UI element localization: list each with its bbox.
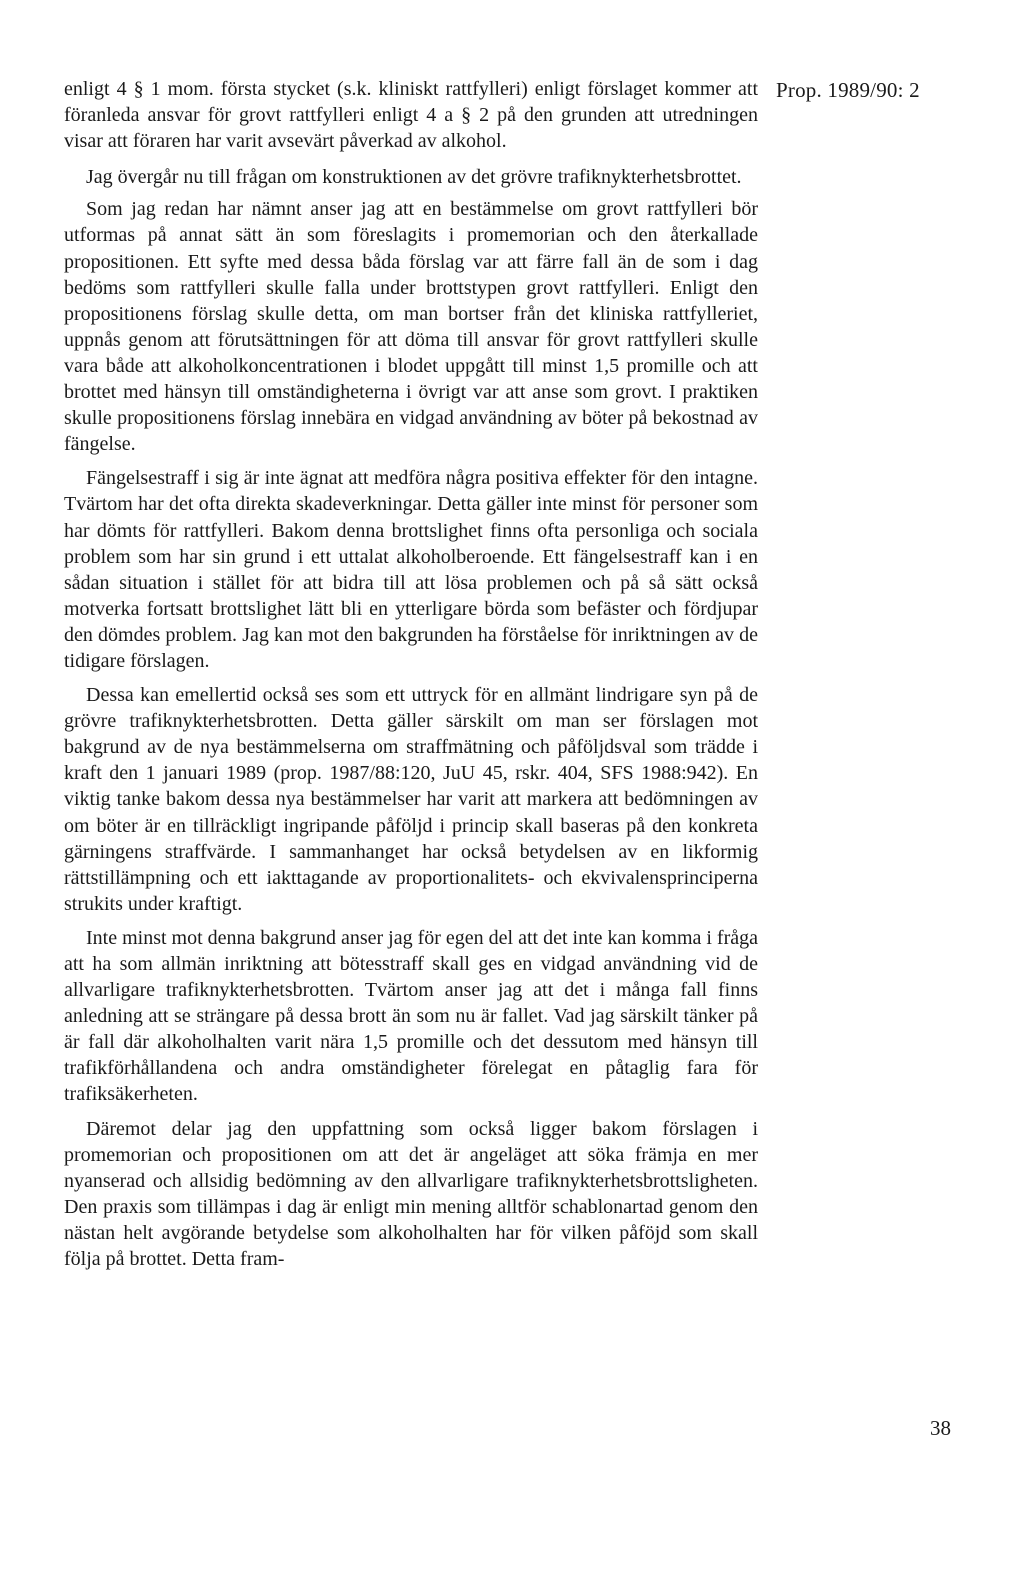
paragraph: Däremot delar jag den uppfattning som också ligger bakom förslagen i promemorian och propositionen om att det är angeläget att söka främja en mer nyanserad och allsidig bedömning av den allvarligare trafiknykterhetsbrottsligheten. Den praxis som tillämpas i dag är enligt min mening alltför schablonartad genom den nästan helt avgörande betydelse som alkoholhalten har för vilken påföjd som skall följa på brottet. Detta fram- [64, 1117, 758, 1271]
paragraph: Som jag redan har nämnt anser jag att en bestämmelse om grovt rattfylleri bör utformas på annat sätt än som föreslagits i promemorian och den återkallade propositionen. Ett syfte med dessa båda förslag var att färre fall än de som i dag bedöms som rattfylleri skulle falla under brottstypen grovt rattfylleri. Enligt den propositionens förslag skulle detta, om man bortser från det kliniska rattfylleriet, uppnås genom att förutsättningen för att döma till ansvar för grovt rattfylleri skulle vara både att alkoholkoncentrationen i blodet uppgått till minst 1,5 promille och att brottet med hänsyn till omständigheterna i övrigt var att anse som grovt. I praktiken skulle propositionens förslag innebära en vidgad användning av böter på bekostnad av fängelse. [64, 198, 758, 456]
body-text [64, 76, 758, 1280]
paragraph: Fängelsestraff i sig är inte ägnat att medföra några positiva effekter för den intagne. Tvärtom har det ofta direkta skadeverkningar. Detta gäller inte minst för personer som har dömts för rattfylleri. Bakom denna brottslighet finns ofta personliga och sociala problem som har sin grund i ett uttalat alkoholberoende. Ett fängelsestraff kan i en sådan situation i stället för att bidra till att lösa problemen och på så sätt också motverka fortsatt brottslighet lätt bli en ytterligare börda som befäster och fördjupar den dömdes problem. Jag kan mot den bakgrunden ha förståelse för inriktningen av de tidigare förslagen. [64, 467, 758, 672]
paragraph: enligt 4 § 1 mom. första stycket (s.k. kliniskt rattfylleri) enligt förslaget kommer att föranleda ansvar för grovt rattfylleri enligt 4 a § 2 på den grunden att utredningen visar att föraren har varit avsevärt påverkad av alkohol. [64, 78, 758, 153]
proposition-reference: Prop. 1989/90: 2 [776, 78, 920, 102]
paragraph: Jag övergår nu till frågan om konstruktionen av det grövre trafiknykterhetsbrottet. [86, 166, 742, 189]
paragraph: Dessa kan emellertid också ses som ett uttryck för en allmänt lindrigare syn på de grövre trafiknykterhetsbrotten. Detta gäller särskilt om man ser förslagen mot bakgrund av de nya bestämmelserna om straffmätning och påföljdsval som trädde i kraft den 1 januari 1989 (prop. 1987/88:120, JuU 45, rskr. 404, SFS 1988:942). En viktig tanke bakom dessa nya bestämmelser har varit att markera att bedömningen av om böter är en tillräckligt ingripande påföljd i princip skall baseras på den konkreta gärningens straffvärde. I sammanhanget har också betydelsen av en likformig rättstillämpning och ett iakttagande av proportionalitets- och ekvivalensprinciperna strukits under kraftigt. [64, 684, 758, 915]
page-number: 38 [930, 1416, 951, 1440]
paragraph: Inte minst mot denna bakgrund anser jag för egen del att det inte kan komma i fråga att ha som allmän inriktning att bötesstraff skall ges en vidgad användning vid de allvarligare trafiknykterhetsbrotten. Tvärtom anser jag att det i många fall finns anledning att se strängare på dessa brott än som nu är fallet. Vad jag särskilt tänker på är fall där alkoholhalten varit nära 1,5 promille och det dessutom med hänsyn till trafikförhållandena och andra omständigheter förelegat en påtaglig fara för trafiksäkerheten. [64, 926, 759, 1106]
